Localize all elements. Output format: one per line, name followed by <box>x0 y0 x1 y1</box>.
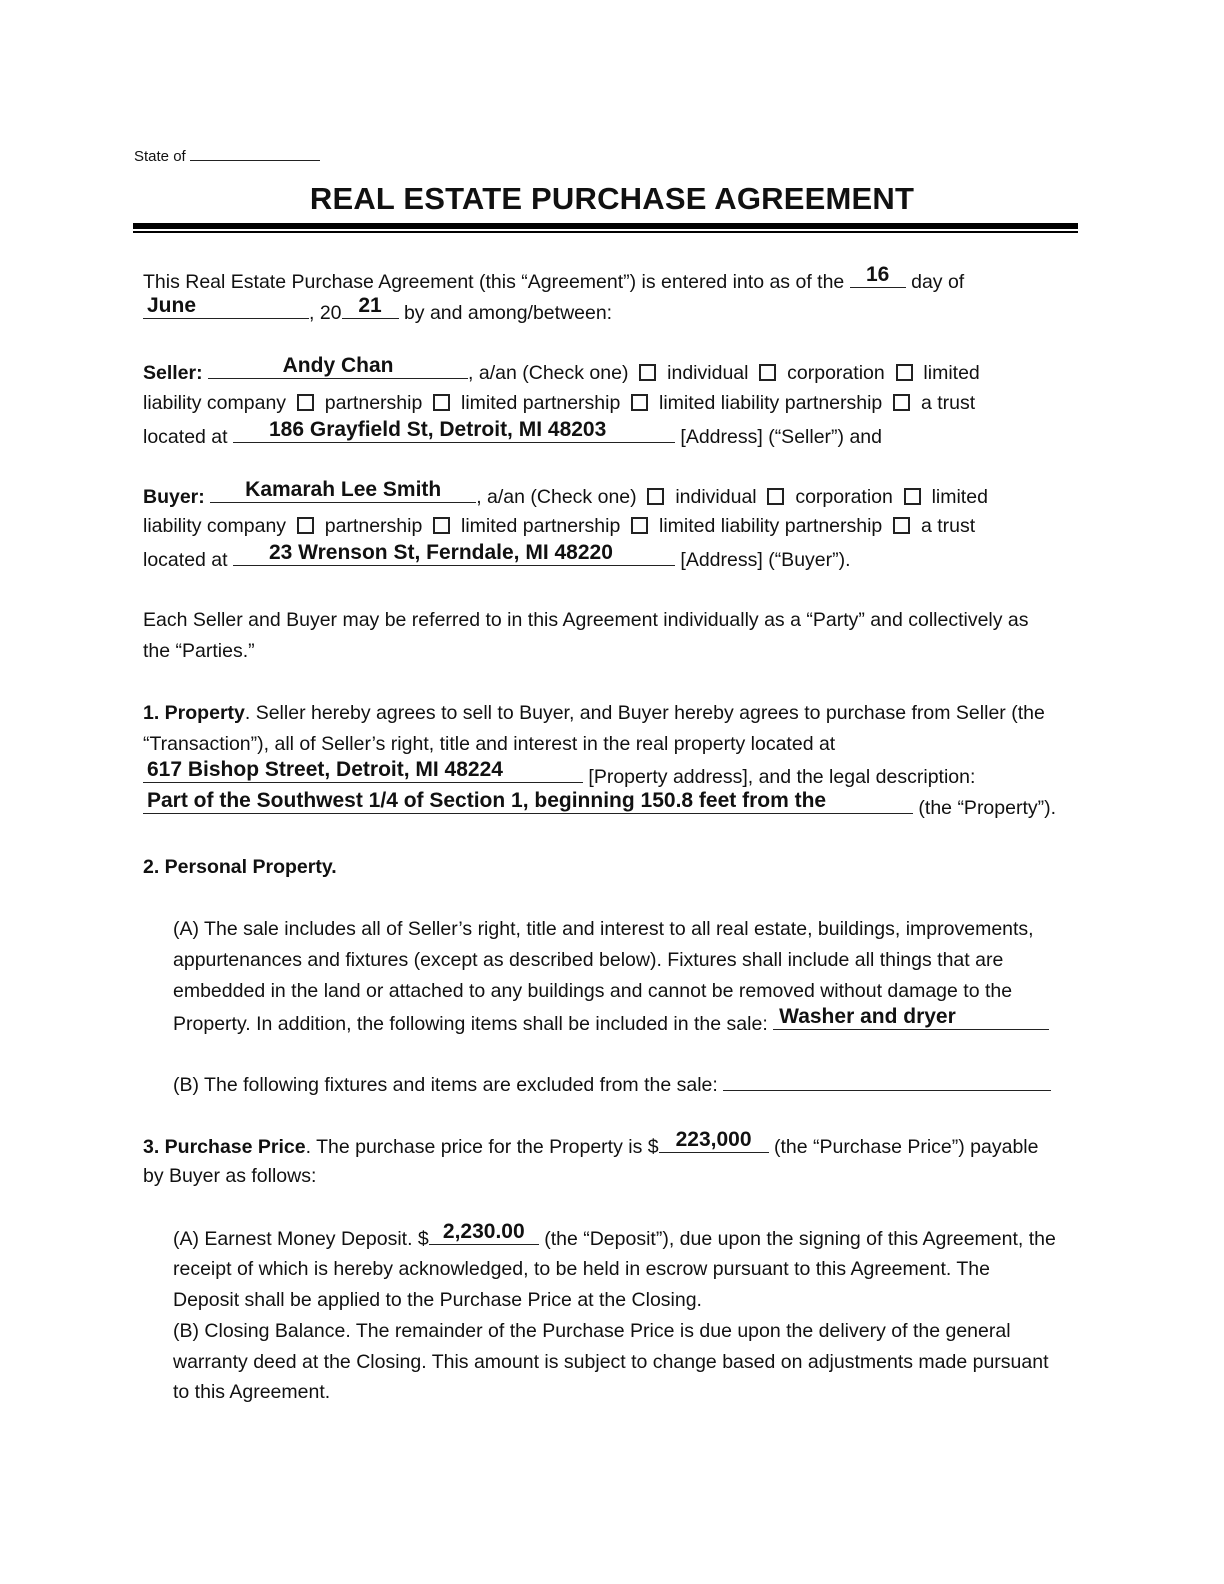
deposit-field[interactable] <box>429 1220 539 1245</box>
section-3b-line-1: (B) Closing Balance. The remainder of the Purchase Price is due upon the delivery of the general <box>173 1320 1011 1342</box>
legal-description-field[interactable] <box>143 789 913 814</box>
section-3-line-1: 3. Purchase Price. The purchase price for the Property is $ 223,000 (the “Purchase Price”) payable <box>143 1128 1039 1158</box>
intro-line-2: June , 20 21 by and among/between: <box>143 300 612 324</box>
seller-llp-checkbox[interactable] <box>631 394 648 411</box>
month-value: June <box>147 294 197 317</box>
deposit-value: 2,230.00 <box>442 1220 525 1243</box>
seller-line-1: Seller: Andy Chan , a/an (Check one) individual corporation limited <box>143 354 980 384</box>
parties-line-2: the “Parties.” <box>143 640 255 662</box>
section-3a-line-3: Deposit shall be applied to the Purchase Price at the Closing. <box>173 1289 702 1311</box>
buyer-name-field[interactable] <box>210 478 476 503</box>
year-value: 21 <box>358 294 382 317</box>
section-3b-line-2: warranty deed at the Closing. This amount is subject to change based on adjustments made pursuant <box>173 1351 1049 1373</box>
section-2-heading: 2. Personal Property. <box>143 856 337 878</box>
parties-line-1: Each Seller and Buyer may be referred to in this Agreement individually as a “Party” and collectively as <box>143 609 1029 631</box>
state-label: State of <box>134 148 186 165</box>
seller-llc-checkbox[interactable] <box>896 364 913 381</box>
section-1-line-2: “Transaction”), all of Seller’s right, title and interest in the real property located at <box>143 733 836 755</box>
seller-name-field[interactable] <box>208 354 468 379</box>
section-3a-line-2: receipt of which is hereby acknowledged, to be held in escrow pursuant to this Agreement. The <box>173 1258 990 1280</box>
section-1-heading: 1. Property <box>143 702 245 724</box>
buyer-label: Buyer: <box>143 486 205 508</box>
section-2b-line: (B) The following fixtures and items are excluded from the sale: <box>173 1072 1051 1096</box>
legal-description-value: Part of the Southwest 1/4 of Section 1, beginning 150.8 feet from the <box>147 789 827 812</box>
seller-line-2: liability company partnership limited partnership limited liability partnership a trust <box>143 392 976 414</box>
buyer-partnership-checkbox[interactable] <box>297 517 314 534</box>
purchase-price-value: 223,000 <box>675 1128 752 1151</box>
document-title: REAL ESTATE PURCHASE AGREEMENT <box>309 181 915 216</box>
section-3-heading: 3. Purchase Price <box>143 1136 306 1158</box>
buyer-corporation-checkbox[interactable] <box>767 488 784 505</box>
title-rule-thin <box>133 231 1078 233</box>
seller-address-value: 186 Grayfield St, Detroit, MI 48203 <box>268 418 607 441</box>
section-3a-line-1: (A) Earnest Money Deposit. $ 2,230.00 (the “Deposit”), due upon the signing of this Agreement, the <box>173 1220 1056 1250</box>
year-field[interactable] <box>342 294 399 319</box>
state-field[interactable] <box>190 146 320 161</box>
buyer-address-value: 23 Wrenson St, Ferndale, MI 48220 <box>268 541 613 564</box>
buyer-trust-checkbox[interactable] <box>893 517 910 534</box>
state-of-line <box>134 146 320 165</box>
buyer-name-value: Kamarah Lee Smith <box>245 478 442 501</box>
seller-label: Seller: <box>143 362 203 384</box>
seller-partnership-checkbox[interactable] <box>297 394 314 411</box>
property-address-value: 617 Bishop Street, Detroit, MI 48224 <box>147 758 503 781</box>
buyer-line-2: liability company partnership limited partnership limited liability partnership a trust <box>143 515 976 537</box>
seller-corporation-checkbox[interactable] <box>759 364 776 381</box>
buyer-line-1: Buyer: Kamarah Lee Smith , a/an (Check one) individual corporation limited <box>143 478 988 508</box>
section-3b-line-3: to this Agreement. <box>173 1381 331 1403</box>
included-items-value: Washer and dryer <box>779 1005 956 1028</box>
title-rule-thick <box>133 223 1078 229</box>
buyer-individual-checkbox[interactable] <box>647 488 664 505</box>
month-field[interactable] <box>143 294 309 319</box>
section-1-line-3: 617 Bishop Street, Detroit, MI 48224 [Property address], and the legal description: <box>143 764 975 788</box>
intro-line-1: This Real Estate Purchase Agreement (this “Agreement”) is entered into as of the 16 day of <box>143 263 965 293</box>
property-address-field[interactable] <box>143 758 583 783</box>
buyer-line-3: located at 23 Wrenson St, Ferndale, MI 48220 [Address] (“Buyer”). <box>143 541 851 571</box>
section-1-line-4: Part of the Southwest 1/4 of Section 1, beginning 150.8 feet from the (the “Property”). <box>143 795 1056 819</box>
buyer-llp-checkbox[interactable] <box>631 517 648 534</box>
section-2a-line-1: (A) The sale includes all of Seller’s right, title and interest to all real estate, buildings, improvements, <box>173 918 1034 940</box>
day-field[interactable] <box>850 263 906 288</box>
purchase-price-field[interactable] <box>659 1128 769 1153</box>
section-2a-line-3: embedded in the land or attached to any buildings and cannot be removed without damage to the <box>173 980 1013 1002</box>
section-2a-line-2: appurtenances and fixtures (except as described below). Fixtures shall include all things that are <box>173 949 1004 971</box>
buyer-limited-partnership-checkbox[interactable] <box>433 517 450 534</box>
buyer-llc-checkbox[interactable] <box>904 488 921 505</box>
seller-name-value: Andy Chan <box>282 354 394 377</box>
seller-line-3: located at 186 Grayfield St, Detroit, MI 48203 [Address] (“Seller”) and <box>143 418 882 448</box>
seller-limited-partnership-checkbox[interactable] <box>433 394 450 411</box>
section-2a-line-4: Property. In addition, the following items shall be included in the sale: Washer and dryer <box>173 1011 1049 1035</box>
seller-individual-checkbox[interactable] <box>639 364 656 381</box>
excluded-items-field[interactable] <box>723 1072 1051 1091</box>
section-3-line-2: by Buyer as follows: <box>143 1165 317 1187</box>
seller-trust-checkbox[interactable] <box>893 394 910 411</box>
section-1-line-1: 1. Property. Seller hereby agrees to sell to Buyer, and Buyer hereby agrees to purchase from Seller (the <box>143 702 1045 724</box>
included-items-field[interactable] <box>773 1005 1049 1030</box>
day-value: 16 <box>866 263 890 286</box>
seller-address-field[interactable] <box>233 418 675 443</box>
